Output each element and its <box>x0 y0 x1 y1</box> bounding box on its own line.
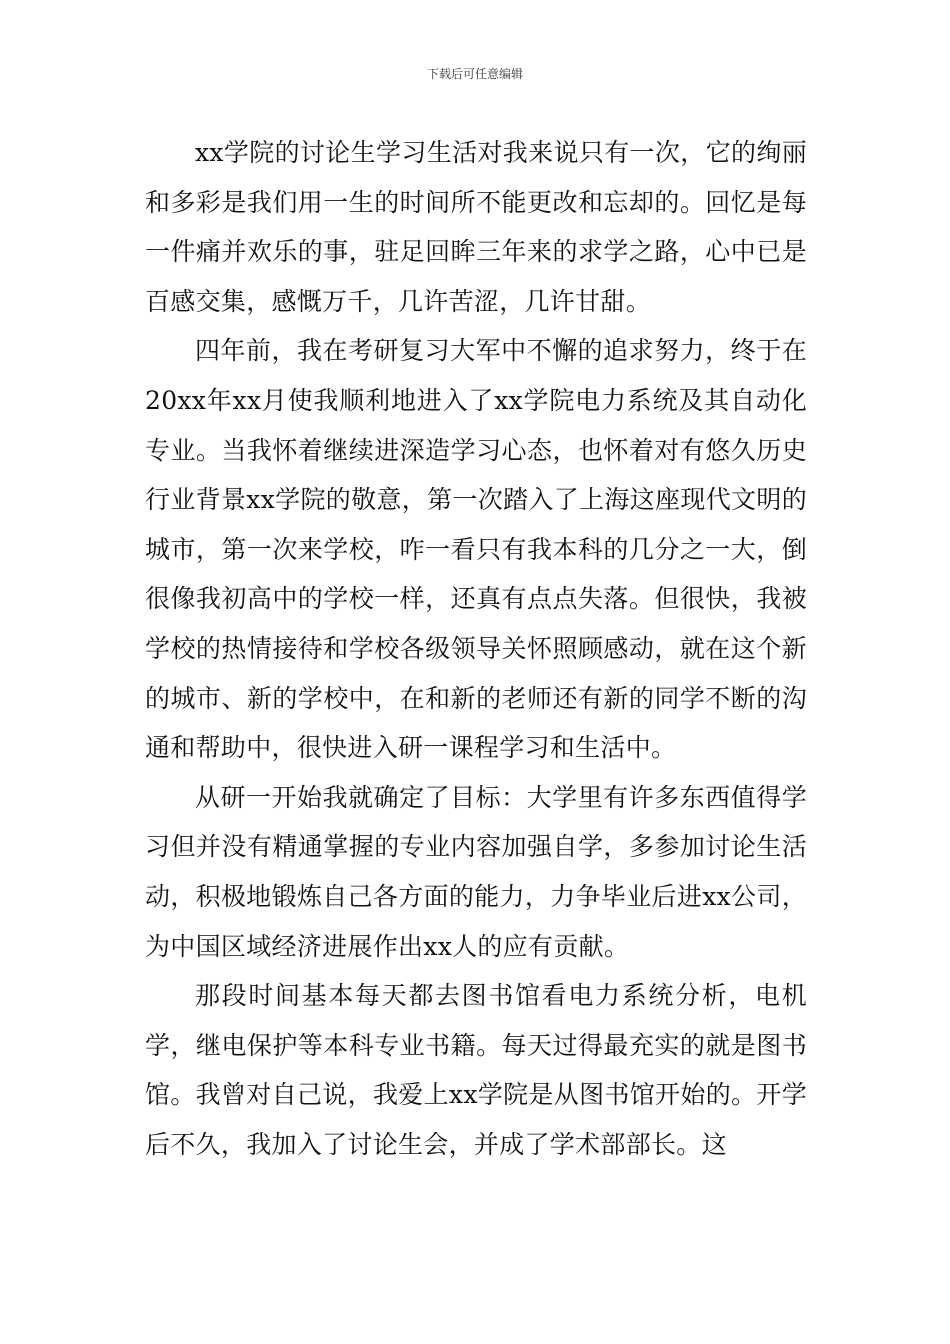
paragraph-4: 那段时间基本每天都去图书馆看电力系统分析，电机学，继电保护等本科专业书籍。每天过得最充实的就是图书馆。我曾对自己说，我爱上xx学院是从图书馆开始的。开学后不久，我加入了讨论生会，并成了学术部部长。这 <box>145 981 807 1159</box>
page-header: 下载后可任意编辑 <box>426 67 523 81</box>
paragraph-2: 四年前，我在考研复习大军中不懈的追求努力，终于在20xx年xx月使我顺利地进入了xx学院电力系统及其自动化专业。当我怀着继续进深造学习心态，也怀着对有悠久历史行业背景xx学院的敬意，第一次踏入了上海这座现代文明的城市，第一次来学校，咋一看只有我本科的几分之一大，倒很像我初高中的学校一样，还真有点点失落。但很快，我被学校的热情接待和学校各级领导关怀照顾感动，就在这个新的城市、新的学校中，在和新的老师还有新的同学不断的沟通和帮助中，很快进入研一课程学习和生活中。 <box>145 336 807 763</box>
paragraph-1: xx学院的讨论生学习生活对我来说只有一次，它的绚丽和多彩是我们用一生的时间所不能更改和忘却的。回忆是每一件痛并欢乐的事，驻足回眸三年来的求学之路，心中已是百感交集，感慨万千，几许苦涩，几许甘甜。 <box>145 138 807 316</box>
paragraph-3: 从研一开始我就确定了目标：大学里有许多东西值得学习但并没有精通掌握的专业内容加强自学，多参加讨论生活动，积极地锻炼自己各方面的能力，力争毕业后进xx公司，为中国区域经济进展作出xx人的应有贡献。 <box>145 782 807 961</box>
document-body <box>145 128 807 1169</box>
